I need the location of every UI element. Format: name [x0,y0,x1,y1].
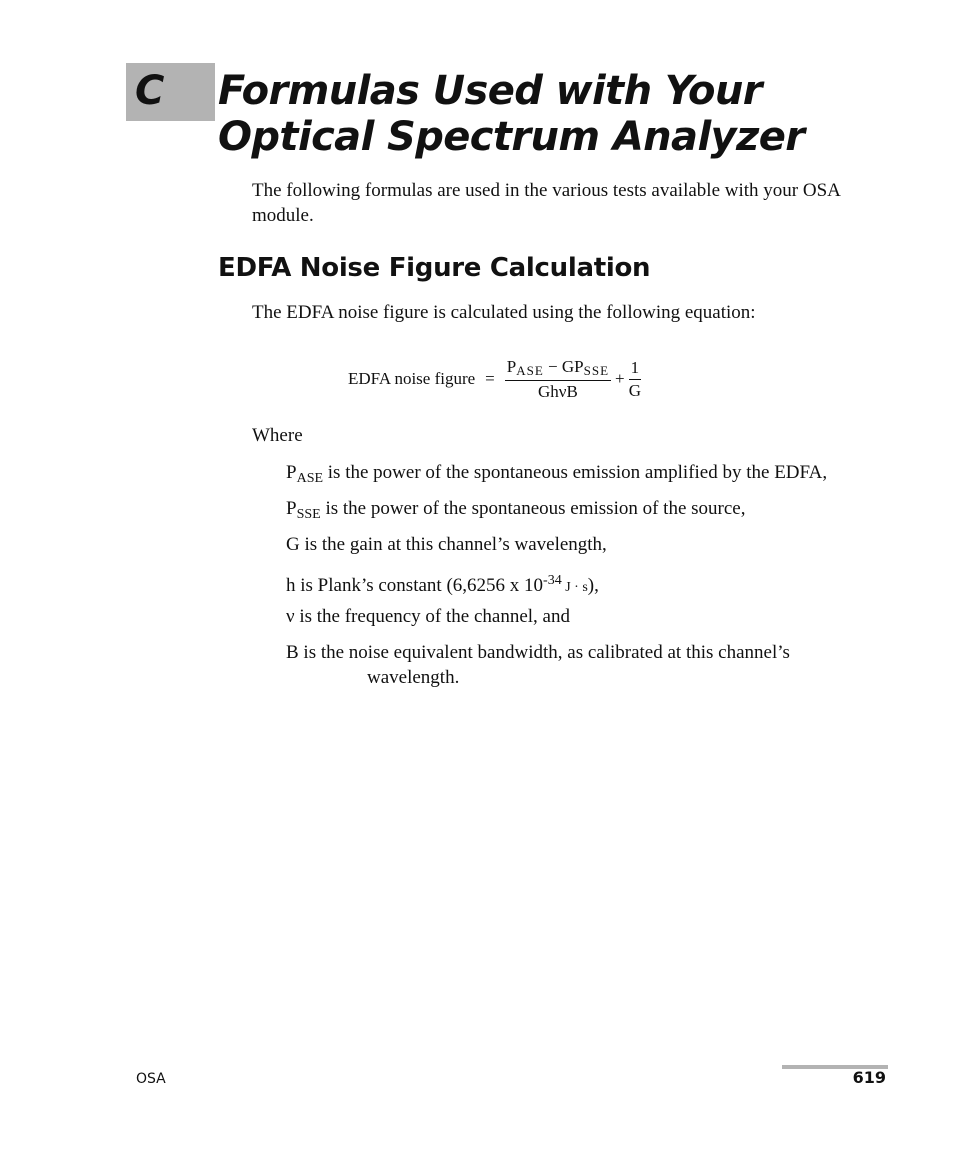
plank-close: ), [587,575,599,596]
psse-text: is the power of the spontaneous emission of the source, [320,498,746,519]
section-heading: EDFA Noise Figure Calculation [218,253,651,283]
chapter-letter: C [135,68,165,114]
main-fraction [505,357,611,402]
definition-bandwidth-continued: wavelength. [367,667,460,688]
where-label: Where [252,425,303,446]
intro-paragraph: The following formulas are used in the various tests available with your OSA module. [252,180,840,226]
equation-equals: = [485,369,495,388]
second-fraction [629,358,642,401]
psse-subscript: SSE [296,507,321,522]
definition-plank [286,568,599,600]
numerator-sub-ase: ASE [516,362,544,378]
pase-text: is the power of the spontaneous emission amplified by the EDFA, [323,462,828,483]
chapter-title [218,68,918,160]
plank-unit: J · s [561,580,588,595]
page-number: 619 [852,1068,886,1087]
definition-gain: G is the gain at this channel’s wavelength, [286,534,607,555]
numerator-sub-sse: SSE [583,362,610,378]
definition-psse [286,496,745,527]
numerator-p-ase: P [506,356,517,376]
equation-lhs: EDFA noise figure [348,369,476,388]
edfa-equation [348,352,641,406]
plank-prefix: h is Plank’s constant (6,6256 x 10 [286,575,544,596]
definition-bandwidth: B is the noise equivalent bandwidth, as calibrated at this channel’s [286,642,790,663]
equation-plus: + [615,369,625,388]
equation-intro: The EDFA noise figure is calculated using the following equation: [252,302,756,323]
psse-symbol: P [286,498,297,519]
definition-frequency: ν is the frequency of the channel, and [286,606,570,627]
footer-product-name: OSA [136,1071,166,1087]
second-fraction-numerator: 1 [629,358,642,380]
chapter-title-line-1: Formulas Used with Your [218,68,762,114]
second-fraction-denominator: G [628,380,642,400]
pase-symbol: P [286,462,297,483]
pase-subscript: ASE [296,471,324,486]
fraction-denominator: GhνB [537,381,578,401]
plank-exponent: -34 [543,573,562,588]
chapter-title-line-2: Optical Spectrum Analyzer [218,114,805,160]
numerator-minus-gp: − GP [543,356,584,376]
definition-pase [286,460,827,491]
fraction-numerator [505,357,611,381]
